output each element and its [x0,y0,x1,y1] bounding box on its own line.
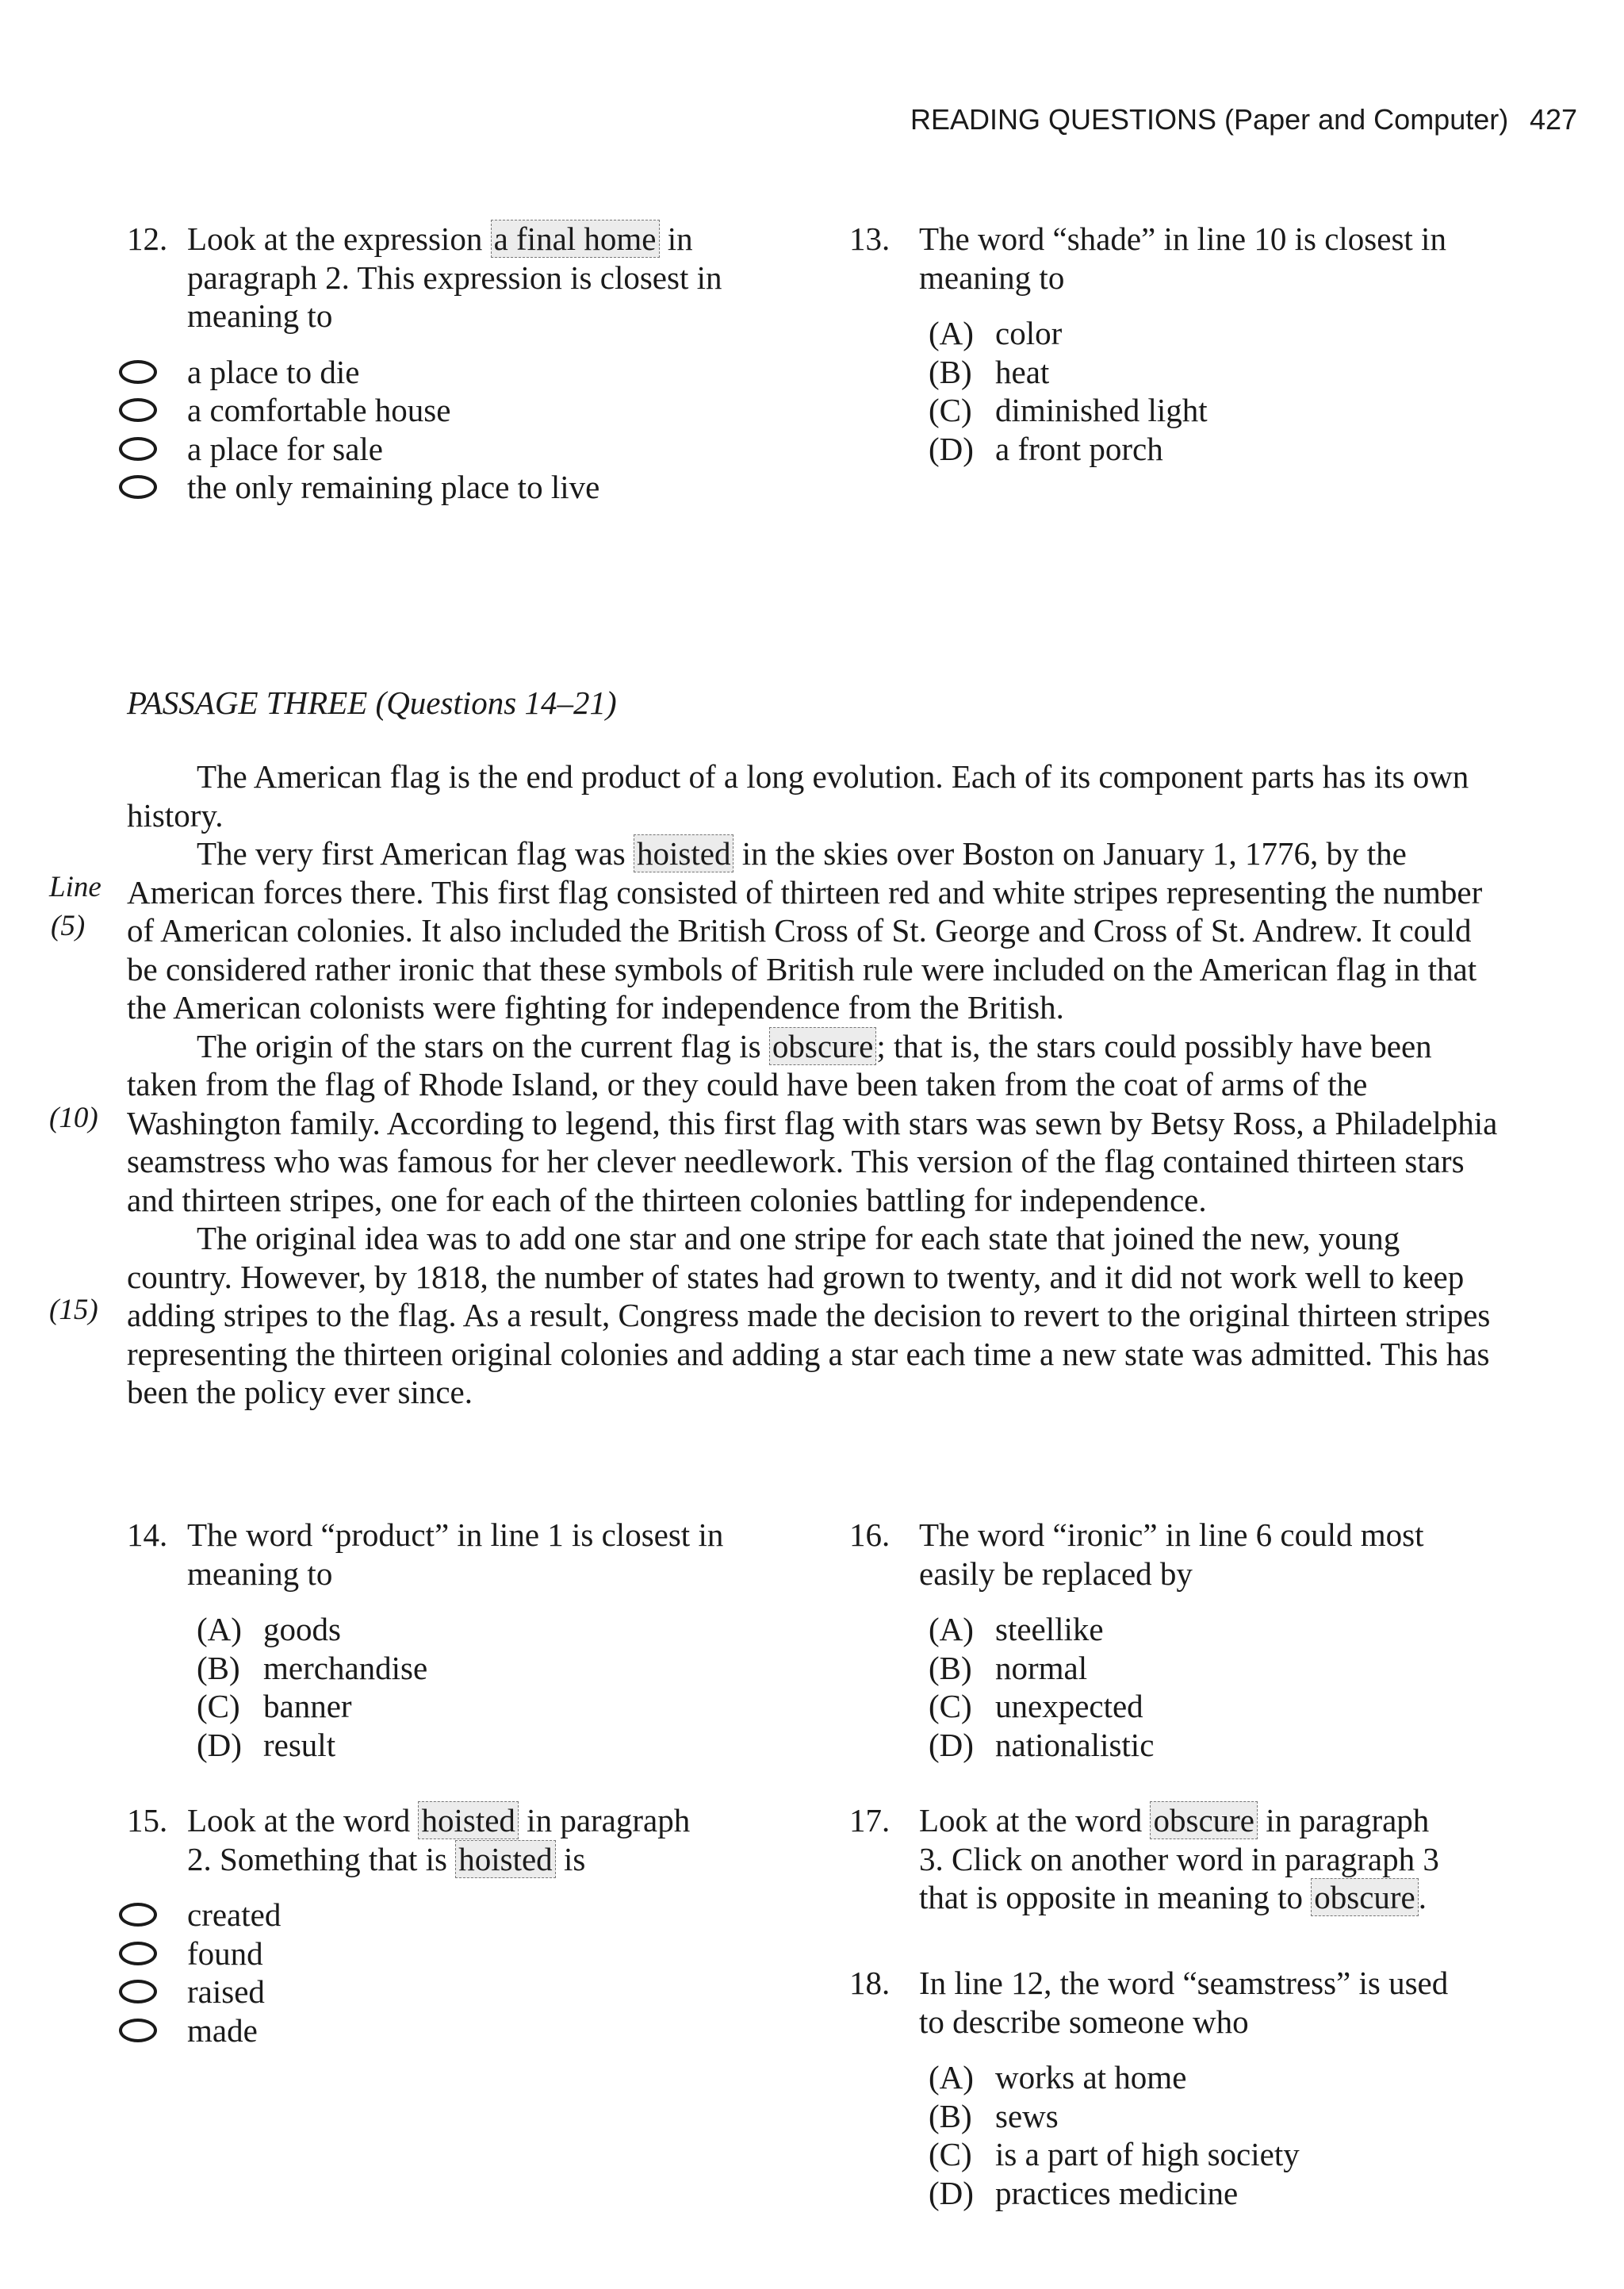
answer-option[interactable]: (C) unexpected [929,1688,1143,1724]
radio-oval-icon[interactable] [119,1903,157,1927]
question-number: 16. [849,1516,891,1553]
answer-option[interactable]: (B) sews [929,2097,1059,2134]
question-text: 3. Click on another word in paragraph 3 [919,1840,1439,1877]
question-text: In line 12, the word “seamstress” is used [919,1965,1449,2001]
highlighted-word-hoisted[interactable]: hoisted [634,834,733,872]
line-number-15: (15) [49,1294,98,1326]
radio-oval-icon[interactable] [119,398,157,422]
answer-option[interactable]: (A) goods [197,1611,341,1647]
answer-option[interactable]: (D) practices medicine [929,2174,1239,2211]
question-number: 15. [127,1802,168,1838]
highlighted-word-obscure[interactable]: obscure [1311,1878,1419,1916]
line-number-label: Line [49,871,102,903]
answer-option[interactable]: (D) nationalistic [929,1726,1155,1763]
question-text: meaning to [919,259,1065,296]
answer-option[interactable]: (A) steellike [929,1611,1104,1647]
radio-oval-icon[interactable] [119,437,157,461]
answer-option[interactable]: raised [187,1973,806,2011]
radio-oval-icon[interactable] [119,2019,157,2042]
question-text: The word “product” in line 1 is closest in [187,1516,724,1553]
passage-paragraph-1: The American flag is the end product of a long evolution. Each of its component parts has its own history. [127,758,1469,834]
answer-option[interactable]: (C) banner [197,1688,352,1724]
question-text: Look at the expression [187,220,483,257]
question-number: 18. [849,1965,891,2001]
passage-body [127,757,1499,1412]
radio-oval-icon[interactable] [119,1942,157,1965]
question-text: easily be replaced by [919,1555,1193,1592]
question-text: in [667,220,693,257]
answer-option[interactable]: a place for sale [187,430,837,469]
answer-option[interactable]: (D) a front porch [929,430,1163,467]
answer-option[interactable]: made [187,2011,806,2050]
question-text: paragraph 2. This expression is closest in [187,259,722,296]
question-text: The word “ironic” in line 6 could most [919,1516,1424,1553]
question-text: meaning to [187,297,333,334]
question-number: 12. [127,220,168,257]
answer-option[interactable]: (B) merchandise [197,1649,428,1686]
passage-paragraph-4: The original idea was to add one star and one stripe for each state that joined the new, young country. However, by 1818, the number of states had grown to twenty, and it did not work well to keep adding stripes to the flag. As a result, Congress made the decision to revert to the original thirteen stripes representing the thirteen original colonies and adding a star each time a new state was admitted. This has been the policy ever since. [127,1220,1491,1410]
answer-option[interactable]: found [187,1934,806,1973]
question-number: 13. [849,220,891,257]
answer-option[interactable]: (B) normal [929,1649,1088,1686]
answer-option[interactable]: (A) color [929,315,1063,351]
answer-option[interactable]: (A) works at home [929,2059,1187,2095]
question-number: 14. [127,1516,168,1553]
passage-paragraph-2: The very first American flag was hoisted in the skies over Boston on January 1, 1776, by the American forces there. This first flag consisted of thirteen red and white stripes representing the number of American colonies. It also included the British Cross of St. George and Cross of St. Andrew. It could be considered rather ironic that these symbols of British rule were included on the American flag in that the American colonists were fighting for independence from the British. [127,835,1483,1026]
highlighted-word-hoisted[interactable]: hoisted [455,1840,555,1878]
running-header: READING QUESTIONS (Paper and Computer) [910,103,1509,136]
passage-paragraph-3: The origin of the stars on the current flag is obscure; that is, the stars could possibly have been taken from the flag of Rhode Island, or they could have been taken from the coat of arms of the Washington family. According to legend, this first flag with stars was sewn by Betsy Ross, a Philadelphia seamstress who was famous for her clever needlework. This version of the flag contained thirteen stars and thirteen stripes, one for each of the thirteen colonies battling for independence. [127,1027,1498,1218]
radio-oval-icon[interactable] [119,360,157,384]
answer-option[interactable]: (C) diminished light [929,392,1208,428]
passage-heading: PASSAGE THREE (Questions 14–21) [127,684,617,721]
line-number-5: (5) [51,910,86,942]
answer-option[interactable]: created [187,1896,806,1934]
line-number-10: (10) [49,1102,98,1134]
radio-oval-icon[interactable] [119,475,157,499]
highlighted-word-obscure[interactable]: obscure [1150,1801,1258,1839]
question-text: to describe someone who [919,2003,1249,2040]
answer-option[interactable]: the only remaining place to live [187,468,837,507]
answer-option[interactable]: (C) is a part of high society [929,2136,1300,2172]
answer-option[interactable]: a comfortable house [187,391,837,430]
page-number: 427 [1530,103,1578,136]
highlighted-phrase[interactable]: a final home [491,220,660,258]
highlighted-word-obscure[interactable]: obscure [769,1027,877,1065]
answer-option[interactable]: a place to die [187,353,837,392]
radio-oval-icon[interactable] [119,1980,157,2003]
answer-option[interactable]: (D) result [197,1726,336,1763]
answer-option[interactable]: (B) heat [929,353,1050,390]
question-number: 17. [849,1802,891,1838]
question-text: meaning to [187,1555,333,1592]
highlighted-word-hoisted[interactable]: hoisted [418,1801,518,1839]
question-text: The word “shade” in line 10 is closest in [919,220,1446,257]
